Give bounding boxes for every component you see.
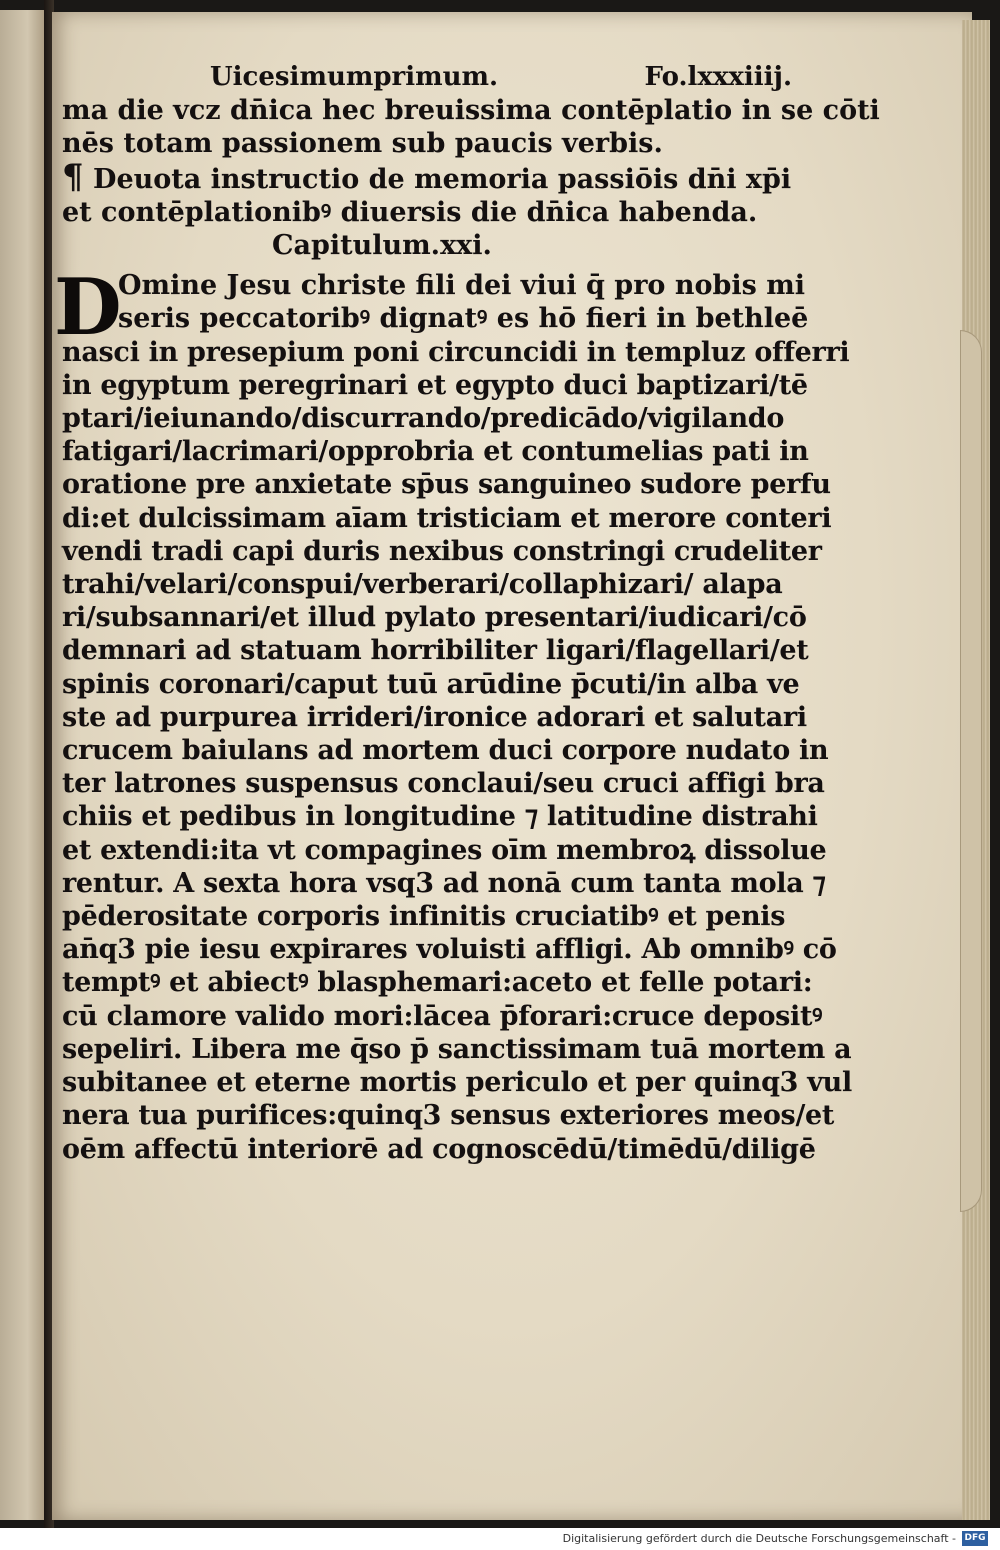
initial-capital: D [54, 261, 122, 353]
intro-line-1: ma die vcz dn̄ica hec breuissima contēplatio in se cōti [62, 95, 880, 126]
intro-line-2: nēs totam passionem sub paucis verbis. [62, 128, 663, 160]
chapter-body [54, 261, 852, 1166]
folio-number: Fo.lxxxiiij. [644, 62, 792, 92]
dfg-logo: DFG [962, 1531, 988, 1546]
body-line: in egyptum peregrinari et egypto duci baptizari/tē [62, 369, 808, 401]
pilcrow-mark: ¶ [62, 156, 84, 197]
rubric-line-2: et contēplationibꝰ diuersis die dn̄ica habenda. [62, 196, 758, 228]
rubric-line-1: Deuota instructio de memoria passiōis dn̄i xp̄i [93, 163, 792, 195]
body-line: fatigari/lacrimari/opprobria et contumelias pati in [62, 436, 809, 468]
body-line: nera tua purifices:quinq3 sensus exteriores meos/et [62, 1100, 835, 1132]
body-line: nasci in presepium poni circuncidi in templuz offerri [62, 336, 850, 368]
body-line: crucem baiulans ad mortem duci corpore nudato in [62, 735, 829, 767]
running-head-title: Uicesimumprimum. [210, 62, 499, 92]
rubric-heading [62, 156, 792, 197]
body-line: subitanee et eterne mortis periculo et per quinq3 vul [62, 1067, 852, 1099]
body-line: cū clamore valido mori:lācea p̄forari:cruce depositꝰ [62, 1000, 823, 1032]
footer-bar [0, 1528, 1000, 1550]
body-line: spinis coronari/caput tuū arūdine p̄cuti/in alba ve [62, 668, 800, 700]
body-line: di:et dulcissimam aīam tristiciam et merore conteri [62, 502, 832, 534]
body-line: oratione pre anxietate sp̄us sanguineo sudore perfu [62, 469, 831, 501]
body-line: ri/subsannari/et illud pylato presentari/iudicari/cō [62, 602, 807, 634]
body-line: et extendi:ita vt compagines oīm membroꝝ dissolue [62, 834, 827, 866]
body-line: ste ad purpurea irrideri/ironice adorari et salutari [62, 701, 807, 733]
body-line: sepeliri. Libera me q̄so p̄ sanctissimam tuā mortem a [62, 1033, 852, 1065]
funding-credit: Digitalisierung gefördert durch die Deutsche Forschungsgemeinschaft - [562, 1532, 956, 1545]
body-line: chiis et pedibus in longitudine ⁊ latitudine distrahi [62, 801, 818, 833]
page-text [54, 60, 880, 1166]
body-line: pēderositate corporis infinitis cruciatibꝰ et penis [62, 901, 786, 933]
body-line: an̄q3 pie iesu expirares voluisti affligi. Ab omnibꝰ cō [62, 934, 837, 966]
body-line: rentur. A sexta hora vsq3 ad nonā cum tanta mola ⁊ [62, 867, 826, 899]
body-line: temptꝰ et abiectꝰ blasphemari:aceto et felle potari: [62, 967, 813, 999]
body-line: ptari/ieiunando/discurrando/predicādo/vigilando [62, 403, 785, 435]
body-line: trahi/velari/conspui/verberari/collaphizari/ alapa [62, 569, 783, 601]
body-line: ter latrones suspensus conclaui/seu cruci affigi bra [62, 768, 825, 800]
running-head [62, 60, 792, 94]
body-line: vendi tradi capi duris nexibus constringi crudeliter [62, 535, 822, 567]
page-fold-tab [960, 330, 982, 1212]
body-line: Omine Jesu christe fili dei viui q̄ pro nobis mi [118, 269, 806, 301]
facing-page-edge [0, 10, 46, 1520]
body-line: seris peccatoribꝰ dignatꝰ es hō fieri in bethleē [118, 303, 809, 335]
body-line: demnari ad statuam horribiliter ligari/flagellari/et [62, 635, 809, 667]
body-line: oēm affectū interiorē ad cognoscēdū/timēdū/diligē [62, 1133, 816, 1165]
chapter-title: Capitulum.xxi. [272, 229, 492, 261]
